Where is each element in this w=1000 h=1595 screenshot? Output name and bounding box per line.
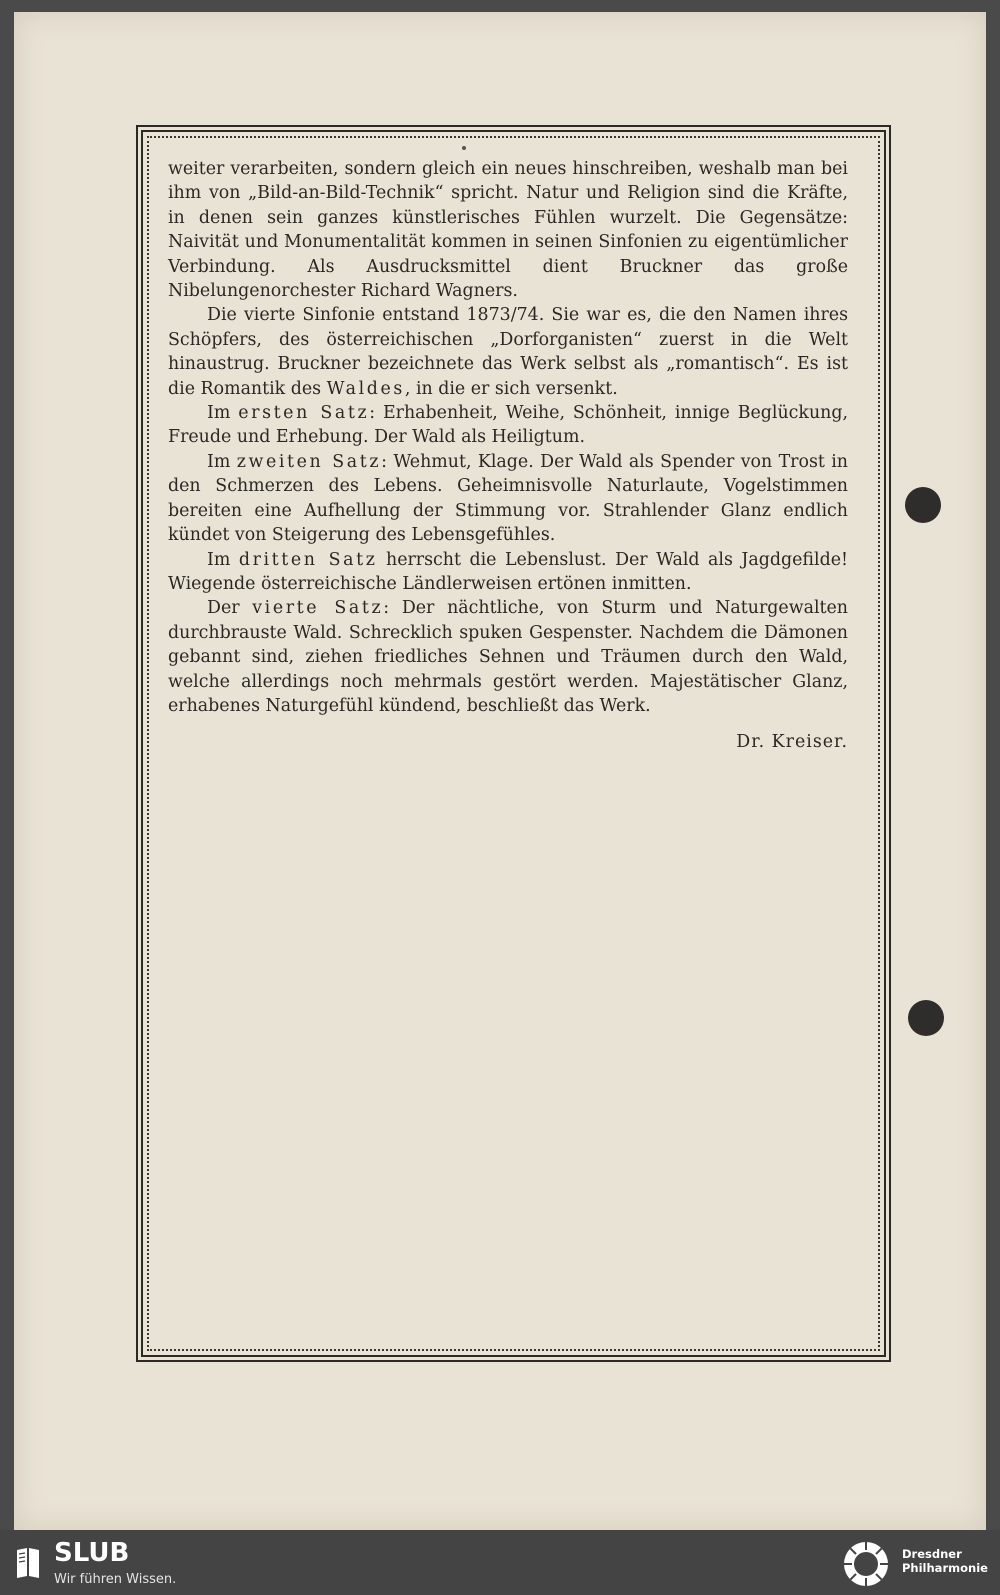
paragraph-2-pre: Die vierte Sinfonie entstand 1873/74. Sie war es, die den Namen ihres Schöpfers, des österreichischen „Dorforganisten“ zuerst in die Welt hinaustrug. Bruckner bezeichnete das Werk selbst als „romantisch“. Es ist die Romantik des (168, 305, 848, 399)
paragraph-6-spaced: vierte Satz (252, 598, 384, 619)
body-text (168, 157, 848, 718)
partner-name[interactable] (902, 1547, 998, 1575)
paragraph-1-text: weiter verarbeiten, sondern gleich ein neues hinschreiben, weshalb man bei ihm von „Bild-an-Bild-Technik“ spricht. Natur und Religion sind die Kräfte, in denen sein ganzes künstlerisches Fühlen wurzelt. Die Gegensätze: Naivität und Monumentalität kommen in seinen Sinfonien zu eigentümlicher Verbindung. Als Ausdrucksmittel dient Bruckner das große Nibelungenorchester Richard Wagners. (168, 159, 848, 302)
paragraph-4-pre: Im (207, 451, 237, 472)
paragraph-3-spaced: ersten Satz (238, 403, 370, 424)
paragraph-5 (168, 548, 848, 597)
ink-dot (462, 146, 466, 150)
paragraph-2-spaced: Waldes (326, 378, 405, 399)
paragraph-6 (168, 596, 848, 718)
slub-book-icon[interactable] (14, 1546, 42, 1580)
paragraph-5-pre: Im (207, 549, 239, 570)
paragraph-4-spaced: zweiten Satz (236, 451, 382, 472)
punch-hole-lower (908, 1000, 944, 1036)
paragraph-3-post: : Erhabenheit, Weihe, Schönheit, innige Beglückung, Freude und Erhebung. Der Wald als Heiligtum. (168, 403, 849, 448)
partner-line-1: Dresdner (902, 1547, 962, 1561)
punch-hole-upper (905, 487, 941, 523)
paragraph-2 (168, 303, 848, 401)
footer-bar (0, 1530, 1000, 1595)
paragraph-5-post: herrscht die Lebenslust. Der Wald als Jagdgefilde! Wiegende österreichische Ländlerweisen ertönen inmitten. (168, 549, 849, 594)
signature: Dr. Kreiser. (736, 732, 848, 752)
paragraph-3-pre: Im (207, 403, 239, 424)
paragraph-6-post: : Der nächtliche, von Sturm und Naturgewalten durchbrauste Wald. Schrecklich spuken Gespenster. Nachdem die Dämonen gebannt sind, ziehen friedliches Sehnen und Träumen durch den Wald, welche allerdings noch mehrmals gestört werden. Majestätischer Glanz, erhabenes Naturgefühl kündend, beschließt das Werk. (168, 598, 848, 716)
paragraph-6-pre: Der (207, 598, 253, 619)
paragraph-1 (168, 157, 848, 303)
slub-tagline: Wir führen Wissen. (54, 1572, 177, 1587)
paragraph-5-spaced: dritten Satz (238, 549, 378, 570)
paragraph-2-post: , in die er sich versenkt. (404, 378, 618, 399)
paragraph-4-post: : Wehmut, Klage. Der Wald als Spender von Trost in den Schmerzen des Lebens. Geheimnisvolle Naturlaute, Vogelstimmen bereiten eine Aufhellung der Stimmung vor. Strahlender Glanz endlich kündet von Steigerung des Lebensgefühles. (168, 451, 849, 546)
paragraph-3 (168, 401, 848, 450)
partner-line-2: Philharmonie (902, 1561, 988, 1575)
dresdner-philharmonie-logo-icon[interactable] (842, 1540, 890, 1588)
slub-title[interactable]: SLUB (54, 1538, 130, 1568)
paragraph-4 (168, 450, 848, 548)
